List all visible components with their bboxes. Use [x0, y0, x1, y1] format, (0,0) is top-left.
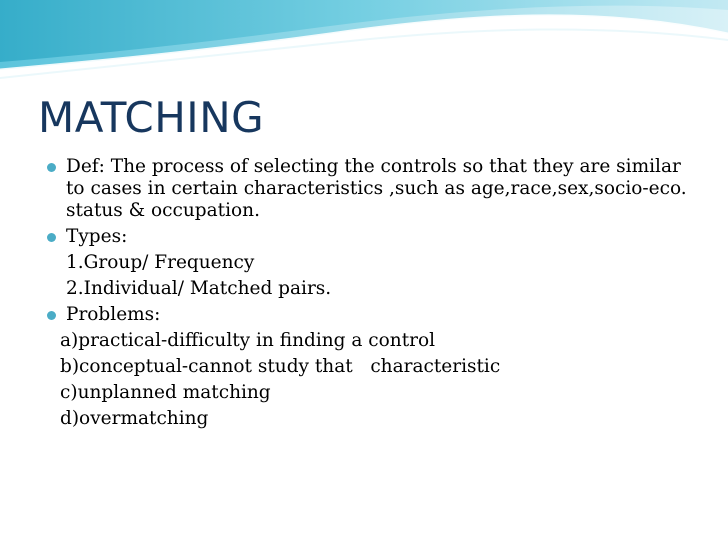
problem-item: a)practical-difficulty in finding a control	[60, 330, 436, 351]
header-wave-decoration	[0, 0, 728, 90]
problem-item: d)overmatching	[60, 408, 209, 429]
problem-item: c)unplanned matching	[60, 382, 271, 403]
problems-label: Problems:	[66, 304, 161, 325]
types-label: Types:	[66, 226, 128, 247]
slide-content	[44, 154, 694, 432]
definition-text: Def: The process of selecting the controls so that they are similar to cases in certain characteristics ,such as age,race,sex,socio-eco. status & occupation.	[66, 156, 687, 221]
bullet-icon	[47, 163, 56, 172]
bullet-definition	[44, 154, 694, 224]
bullet-types	[44, 224, 694, 250]
bullet-icon	[47, 311, 56, 320]
type-item: 1.Group/ Frequency	[66, 252, 255, 273]
problem-item: b)conceptual-cannot study that characteristic	[60, 356, 501, 377]
type-item: 2.Individual/ Matched pairs.	[66, 278, 332, 299]
slide-title: MATCHING	[38, 93, 265, 142]
bullet-problems	[44, 302, 694, 328]
bullet-icon	[47, 233, 56, 242]
